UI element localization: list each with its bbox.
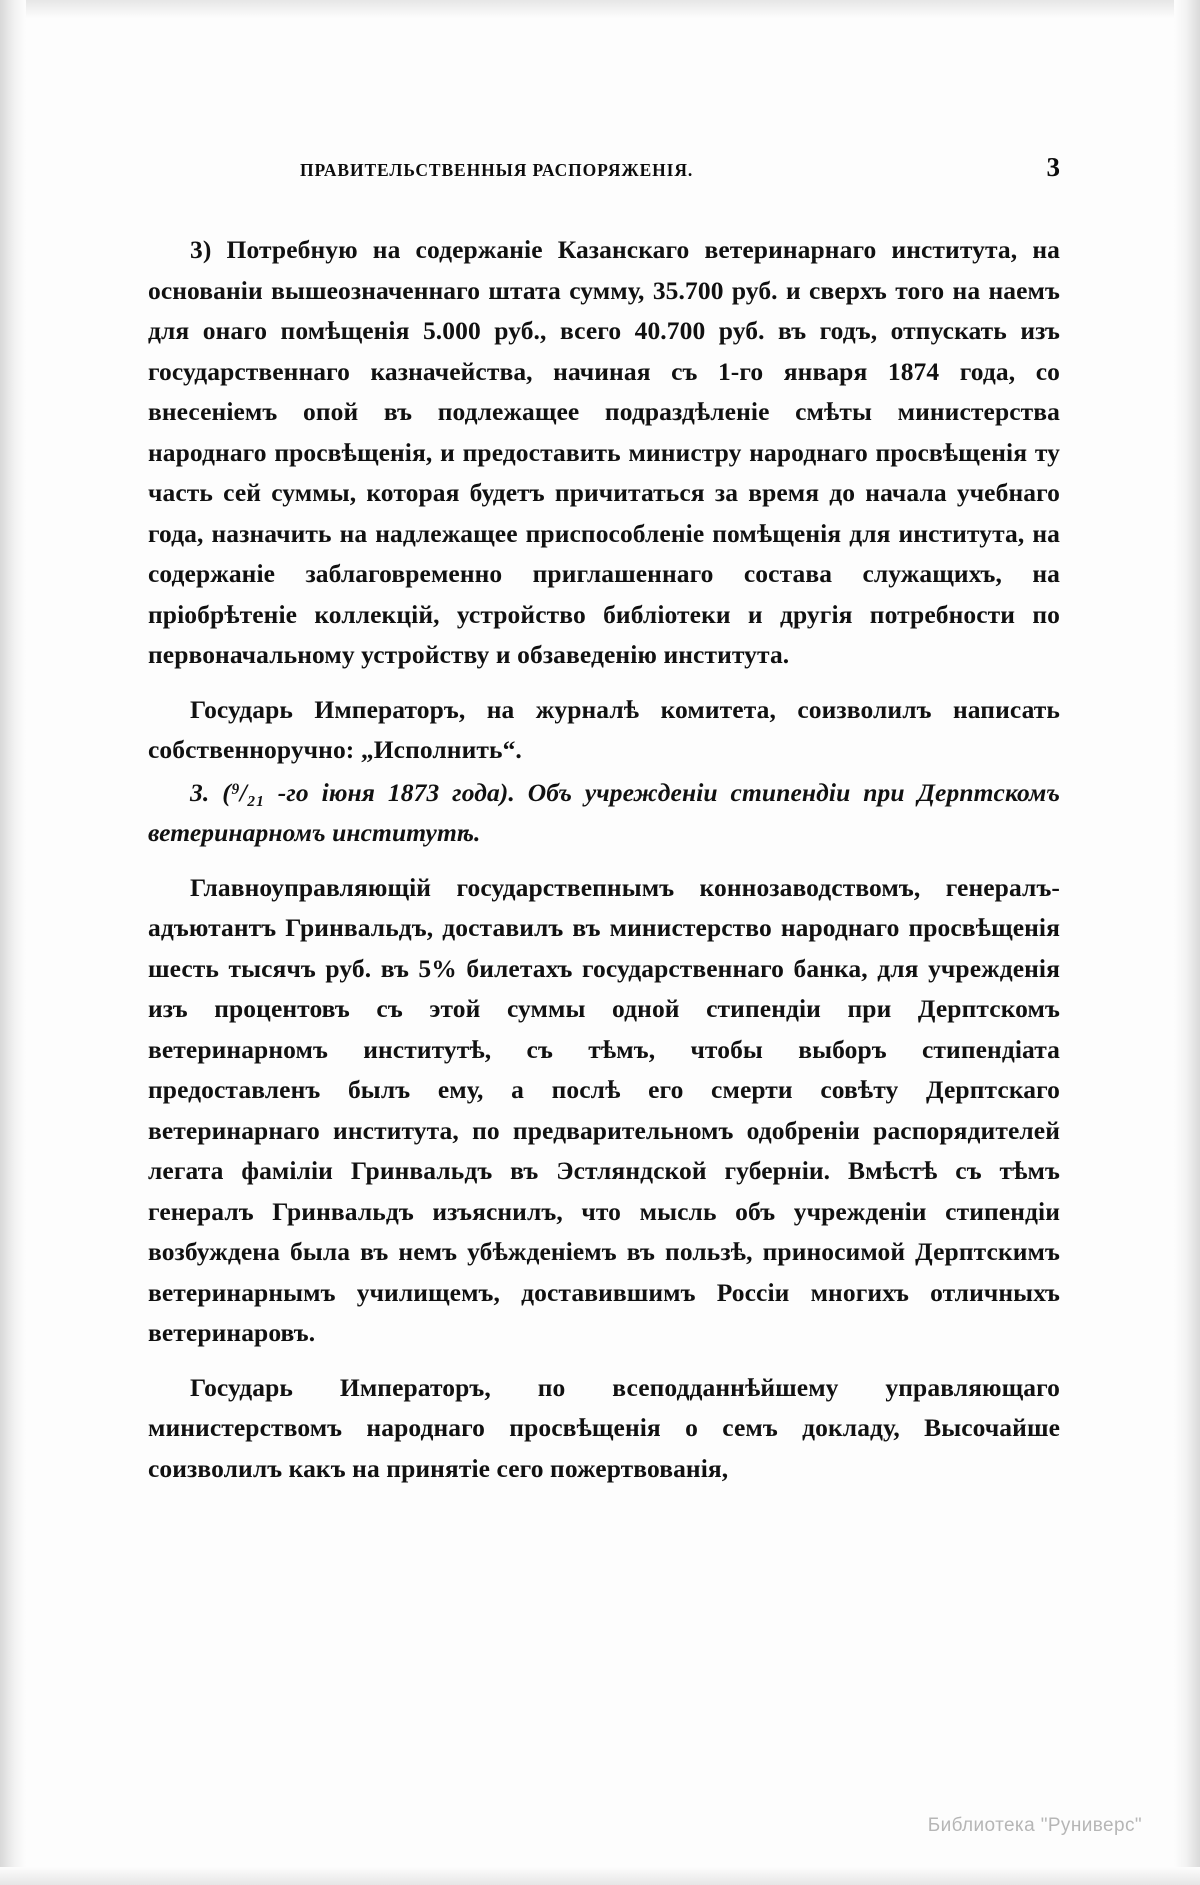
paragraph-item-funding: 3) Потребную на содержаніе Казанскаго ветеринарнаго института, на основаніи вышеозначеннаго штата сумму, 35.700 руб. и сверхъ того на наемъ для онаго помѣщенія 5.000 руб., всего 40.700 руб. въ годъ, отпускать изъ государственнаго казначейства, начиная съ 1-го января 1874 года, со внесеніемъ опой въ подлежащее подраздѣленіе смѣты министерства народнаго просвѣщенія, и предоставить министру народнаго просвѣщенія ту часть сей суммы, которая будетъ причитаться за время до начала учебнаго года, назначить на надлежащее приспособленіе помѣщенія для института, на содержаніе заблаговременно приглашеннаго состава служащихъ, на пріобрѣтеніе коллекцій, устройство библіотеки и другія потребности по первоначальному устройству и обзаведенію института.: [148, 235, 1060, 669]
page-edge-right: [1174, 0, 1200, 1885]
running-head-title: ПРАВИТЕЛЬСТВЕННЫЯ РАСПОРЯЖЕНІЯ.: [300, 160, 694, 180]
page-edge-left: [0, 0, 26, 1885]
paragraph-emperor-resolution: Государь Императоръ, на журналѣ комитета, соизволилъ написать собственноручно: „Исполнить“.: [148, 694, 1060, 764]
running-head: [148, 152, 1060, 204]
paragraph-donation-description: Главноуправляющій государствепнымъ коннозаводствомъ, генералъ-адъютантъ Гринвальдъ, доставилъ въ министерство народнаго просвѣщенія шесть тысячъ руб. въ 5% билетахъ государственнаго банка, для учрежденія изъ процентовъ съ этой суммы одной стипендіи при Дерптскомъ ветеринарномъ институтѣ, съ тѣмъ, чтобы выборъ стипендіата предоставленъ былъ ему, а послѣ его смерти совѣту Дерптскаго ветеринарнаго института, по предварительномъ одобреніи распорядителей легата фаміліи Гринвальдъ въ Эстляндской губерніи. Вмѣстѣ съ тѣмъ генералъ Гринвальдъ изъяснилъ, что мысль объ учрежденіи стипендіи возбуждена была въ немъ убѣжденіемъ въ пользѣ, приносимой Дерптскимъ ветеринарнымъ училищемъ, доставившимъ Россіи многихъ отличныхъ ветеринаровъ.: [148, 872, 1060, 1347]
paragraph-section-heading: 3. (⁹/₂₁ -го іюня 1873 года). Объ учрежденіи стипендіи при Дерптскомъ ветеринарномъ институтѣ.: [148, 777, 1060, 847]
page-edge-bottom: [0, 1867, 1200, 1885]
page-edge-top: [0, 0, 1200, 18]
page-number: 3: [1046, 152, 1060, 182]
paragraph-emperor-approval: Государь Императоръ, по всеподданнѣйшему управляющаго министерствомъ народнаго просвѣщенія о семъ докладу, Высочайше соизволилъ какъ на принятіе сего пожертвованія,: [148, 1372, 1060, 1483]
library-watermark: Библиотека "Руниверс": [927, 1815, 1142, 1836]
page-content: [148, 152, 1060, 1491]
